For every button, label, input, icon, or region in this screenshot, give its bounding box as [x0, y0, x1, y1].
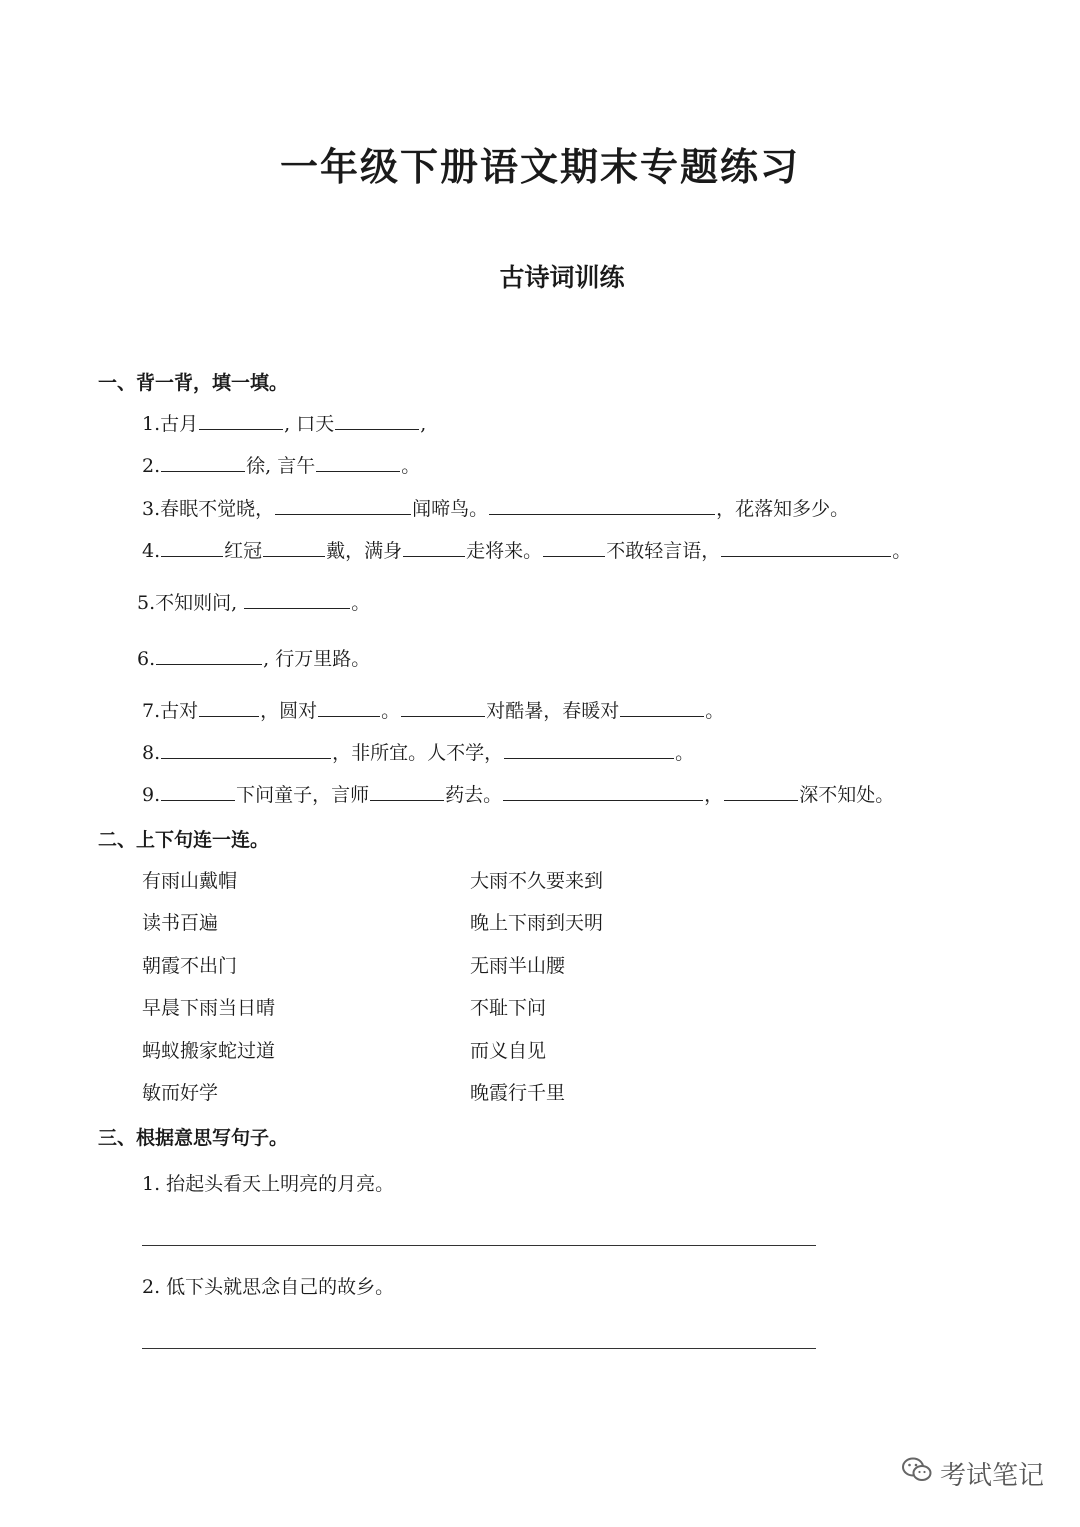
- question-9: 9. 下问童子，言师 药去。 ， 深不知处。: [142, 784, 895, 806]
- match-left-item[interactable]: 敏而好学: [142, 1082, 219, 1104]
- fill-blank[interactable]: [161, 538, 223, 557]
- match-left-item[interactable]: 有雨山戴帽: [142, 870, 238, 892]
- fill-blank[interactable]: [263, 538, 325, 557]
- match-right-item[interactable]: 大雨不久要来到: [470, 870, 604, 892]
- fill-blank[interactable]: [199, 411, 283, 430]
- wechat-icon: [902, 1457, 940, 1490]
- fill-blank[interactable]: [161, 740, 331, 759]
- section2-heading: 二、上下句连一连。: [98, 829, 270, 851]
- question-8: 8. ，非所宜。人不学， 。: [142, 742, 695, 764]
- fill-blank[interactable]: [503, 782, 703, 801]
- section3-question-2: 2. 低下头就思念自己的故乡。: [142, 1276, 395, 1298]
- question-4: 4. 红冠 戴，满身 走将来。 不敢轻言语， 。: [142, 540, 912, 562]
- page-subtitle: 古诗词训练: [499, 263, 625, 292]
- fill-blank[interactable]: [335, 411, 419, 430]
- fill-blank[interactable]: [721, 538, 891, 557]
- question-7: 7.古对 ，圆对 。 对酷暑，春暖对 。: [142, 700, 725, 722]
- fill-blank[interactable]: [161, 453, 245, 472]
- fill-blank[interactable]: [199, 698, 259, 717]
- question-6: 6. , 行万里路。: [137, 648, 371, 670]
- fill-blank[interactable]: [620, 698, 704, 717]
- section3-question-1: 1. 抬起头看天上明亮的月亮。: [142, 1173, 395, 1195]
- match-left-item[interactable]: 朝霞不出门: [142, 955, 238, 977]
- page-title: 一年级下册语文期末专题练习: [279, 145, 800, 189]
- match-right-item[interactable]: 晚霞行千里: [470, 1082, 566, 1104]
- match-right-item[interactable]: 而义自见: [470, 1040, 547, 1062]
- fill-blank[interactable]: [403, 538, 465, 557]
- match-right-item[interactable]: 晚上下雨到天明: [470, 912, 604, 934]
- fill-blank[interactable]: [504, 740, 674, 759]
- fill-blank[interactable]: [724, 782, 798, 801]
- match-right-item[interactable]: 无雨半山腰: [470, 955, 566, 977]
- question-2: 2. 徐, 言午 。: [142, 455, 421, 477]
- fill-blank[interactable]: [401, 698, 485, 717]
- answer-line[interactable]: [142, 1245, 816, 1246]
- watermark-text: 考试笔记: [939, 1461, 1044, 1491]
- fill-blank[interactable]: [161, 782, 235, 801]
- fill-blank[interactable]: [244, 590, 350, 609]
- question-3: 3.春眠不觉晓， 闻啼鸟。 ，花落知多少。: [142, 498, 850, 520]
- fill-blank[interactable]: [275, 496, 411, 515]
- fill-blank[interactable]: [543, 538, 605, 557]
- question-1: 1.古月 , 口天 ,: [142, 413, 427, 435]
- fill-blank[interactable]: [318, 698, 380, 717]
- section1-heading: 一、背一背，填一填。: [98, 372, 289, 394]
- fill-blank[interactable]: [370, 782, 444, 801]
- match-left-item[interactable]: 蚂蚁搬家蛇过道: [142, 1040, 276, 1062]
- match-left-item[interactable]: 读书百遍: [142, 912, 219, 934]
- question-5: 5.不知则问, 。: [137, 592, 371, 614]
- match-left-item[interactable]: 早晨下雨当日晴: [142, 997, 276, 1019]
- fill-blank[interactable]: [316, 453, 400, 472]
- watermark: [902, 1455, 1044, 1492]
- fill-blank[interactable]: [156, 646, 262, 665]
- section3-heading: 三、根据意思写句子。: [98, 1127, 289, 1149]
- answer-line[interactable]: [142, 1348, 816, 1349]
- fill-blank[interactable]: [489, 496, 715, 515]
- match-right-item[interactable]: 不耻下问: [470, 997, 547, 1019]
